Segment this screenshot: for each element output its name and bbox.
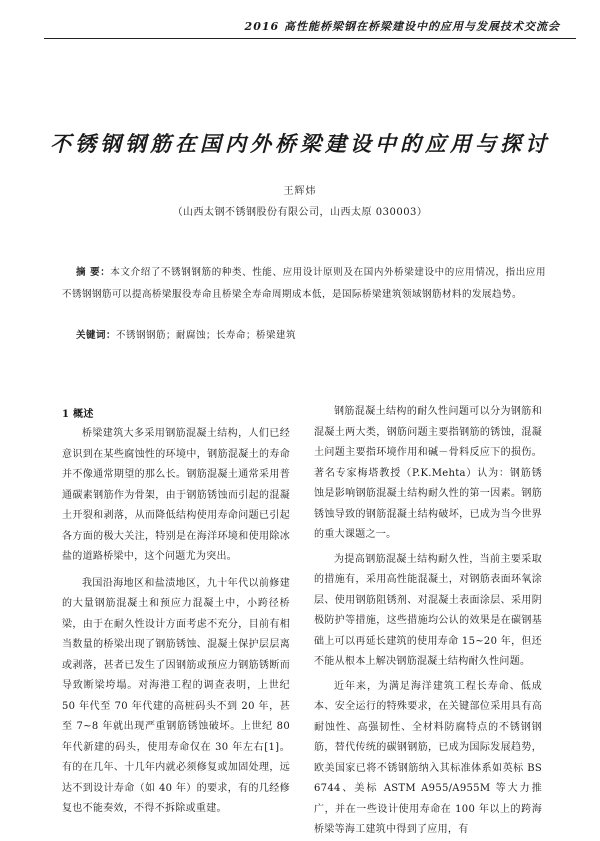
abstract-text: 本文介绍了不锈钢钢筋的种类、性能、应用设计原则及在国内外桥梁建设中的应用情况，指出应用不锈钢钢筋可以提高桥梁服役寿命且桥梁全寿命周期成本低，是国际桥梁建筑领域钢筋材料的发展趋势。 <box>62 267 546 300</box>
body-paragraph: 近年来，为满足海洋建筑工程长寿命、低成本、安全运行的特殊要求，在关键部位采用具有高耐蚀性、高强韧性、全材料防腐特点的不锈钢钢筋，替代传统的碳钢钢筋，已成为国际发展趋势，欧美国家已将不锈钢筋纳入其标准体系如英标 BS 6744、美标 ASTM A955/A955M 等大力推广，并在一些设计使用寿命在 100 年以上的跨海桥梁等海工建筑中得到了应用，有 <box>314 680 542 835</box>
body-paragraph: 钢筋混凝土结构的耐久性问题可以分为钢筋和混凝土两大类，钢筋问题主要指钢筋的锈蚀，混凝土问题主要指环境作用和碱－骨料反应下的损伤。著名专家梅塔教授（P.K.Mehta）认为：钢筋锈蚀是影响钢筋混凝土结构耐久性的第一因素。钢筋锈蚀导致的钢筋混凝土结构破坏，已成为当今世界的重大课题之一。 <box>314 406 542 540</box>
author-name: 王辉炜 <box>283 186 317 197</box>
keywords-text: 不锈钢钢筋；耐腐蚀；长寿命；桥梁建筑 <box>116 330 297 341</box>
abstract-label: 摘 要： <box>76 267 111 278</box>
body-paragraph: 为提高钢筋混凝土结构耐久性，当前主要采取的措施有，采用高性能混凝土，对钢筋表面环氧涂层、使用钢筋阻锈剂、对混凝土表面涂层、采用阴极防护等措施，这些措施均公认的效果是在碳钢基础上可以再延长建筑的使用寿命 15~20 年，但还不能从根本上解决钢筋混凝土结构耐久性问题。 <box>314 553 542 667</box>
author-affiliation: （山西太钢不锈钢股份有限公司，山西太原 030003） <box>172 207 428 218</box>
running-header: 2016 高性能桥梁钢在桥梁建设中的应用与发展技术交流会 <box>244 20 560 33</box>
abstract <box>62 262 546 306</box>
article-title: 不锈钢钢筋在国内外桥梁建设中的应用与探讨 <box>50 131 550 156</box>
keywords-label: 关键词： <box>76 330 117 341</box>
section-heading: 1 概述 <box>62 409 94 420</box>
body-paragraph: 我国沿海地区和盐渍地区，九十年代以前修建的大量钢筋混凝土和预应力混凝土中，小跨径桥梁，由于在耐久性设计方面考虑不充分，目前有相当数量的桥梁出现了钢筋锈蚀、混凝土保护层层离或剥落，甚者已发生了因钢筋或预应力钢筋锈断而导致断梁垮塌。对海港工程的调查表明，上世纪 50 年代至 70 年代建的高桩码头不到 20 年，甚至 7~8 年就出现严重钢筋锈蚀破坏。上世纪 80 年代新建的码头，使用寿命仅在 30 年左右[1]。有的在几年、十几年内就必须修复或加固处理，远达不到设计寿命（如 40 年）的要求，有的几经修复也不能奏效，不得不拆除或重建。 <box>62 577 290 814</box>
left-column <box>62 406 290 820</box>
right-column <box>314 402 542 841</box>
header-rule <box>44 38 576 39</box>
keywords <box>76 327 546 341</box>
body-paragraph: 桥梁建筑大多采用钢筋混凝土结构，人们已经意识到在某些腐蚀性的环境中，钢筋混凝土的寿命并不像通常期望的那么长。钢筋混凝土通常采用普通碳素钢筋作为骨架，由于钢筋锈蚀而引起的混凝土开裂和剥落，从而降低结构使用寿命问题已引起各方面的极大关注，特别是在海洋环境和使用除冰盐的道路桥梁中，这个问题尤为突出。 <box>62 428 290 562</box>
